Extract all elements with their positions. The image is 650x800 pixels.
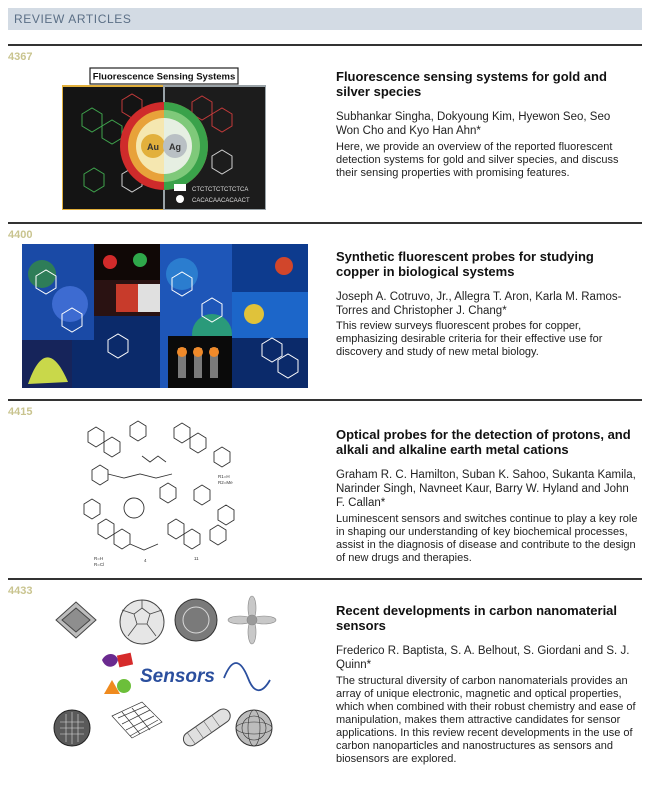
graphic-banner: Fluorescence Sensing Systems xyxy=(92,71,236,83)
article-abstract: The structural diversity of carbon nanomaterials provides an array of unique electronic, magnetic and optical properties, which when combined with their robust chemistry and ease of manipulation, makes them attractive candidates for sensor applications. In this review recent developments in the use of carbon nanoparticles and nanostructures as sensors and biosensors are explored. xyxy=(336,675,636,765)
article-title[interactable]: Fluorescence sensing systems for gold and silver species xyxy=(336,69,607,99)
page-number: 4367 xyxy=(8,51,33,63)
section-header xyxy=(8,8,642,30)
article-abstract: Here, we provide an overview of the reported fluorescent detection systems for gold and silver species, and discuss their sensing properties with promising features. xyxy=(336,141,619,179)
svg-text:R=Cl: R=Cl xyxy=(94,562,105,567)
dna-strand-bottom: CACACAACACAACT xyxy=(192,198,250,204)
article-authors: Subhankar Singha, Dokyoung Kim, Hyewon Seo, Seo Won Cho and Kyo Han Ahn* xyxy=(336,111,611,137)
article-title[interactable]: Synthetic fluorescent probes for studying copper in biological systems xyxy=(336,249,594,279)
article-title[interactable]: Optical probes for the detection of protons, and alkali and alkaline earth metal cations xyxy=(336,427,631,457)
divider xyxy=(8,44,642,46)
optical-probe-structures-graphic xyxy=(74,412,252,568)
gold-silver-graphic xyxy=(62,64,266,210)
divider xyxy=(8,222,642,224)
page-number: 4400 xyxy=(8,229,33,241)
copper-probe-graphic xyxy=(22,244,308,388)
divider xyxy=(8,399,642,401)
sensors-word: Sensors xyxy=(140,666,215,687)
divider xyxy=(8,578,642,580)
article-authors: Graham R. C. Hamilton, Suban K. Sahoo, Sukanta Kamila, Narinder Singh, Navneet Kaur, Barry W. Hyland and John F. Callan* xyxy=(336,469,636,509)
svg-text:4: 4 xyxy=(144,558,147,563)
section-header-label: REVIEW ARTICLES xyxy=(14,12,132,26)
page-number: 4415 xyxy=(8,406,33,418)
silver-symbol: Ag xyxy=(169,142,181,152)
page-number: 4433 xyxy=(8,585,33,597)
article-authors: Joseph A. Cotruvo, Jr., Allegra T. Aron, Karla M. Ramos-Torres and Christopher J. Chang* xyxy=(336,291,622,317)
dna-strand-top: CTCTCTCTCTCTCA xyxy=(192,187,249,193)
svg-text:R2=Me: R2=Me xyxy=(218,480,233,485)
gold-symbol: Au xyxy=(147,142,159,152)
article-abstract: Luminescent sensors and switches continue to play a key role in shaping our understanding of key biochemical processes, assist in the diagnosis of disease and contribute to the design of new drugs and therapies. xyxy=(336,513,638,564)
article-authors: Frederico R. Baptista, S. A. Belhout, S. Giordani and S. J. Quinn* xyxy=(336,645,630,671)
svg-text:11: 11 xyxy=(194,556,199,561)
svg-text:R1=H: R1=H xyxy=(218,474,230,479)
article-title[interactable]: Recent developments in carbon nanomaterial sensors xyxy=(336,603,618,633)
carbon-nanomaterial-graphic xyxy=(46,594,282,758)
svg-text:R=H: R=H xyxy=(94,556,104,561)
article-abstract: This review surveys fluorescent probes for copper, emphasizing desirable criteria for their effective use for discovery and study of new metal biology. xyxy=(336,320,603,358)
